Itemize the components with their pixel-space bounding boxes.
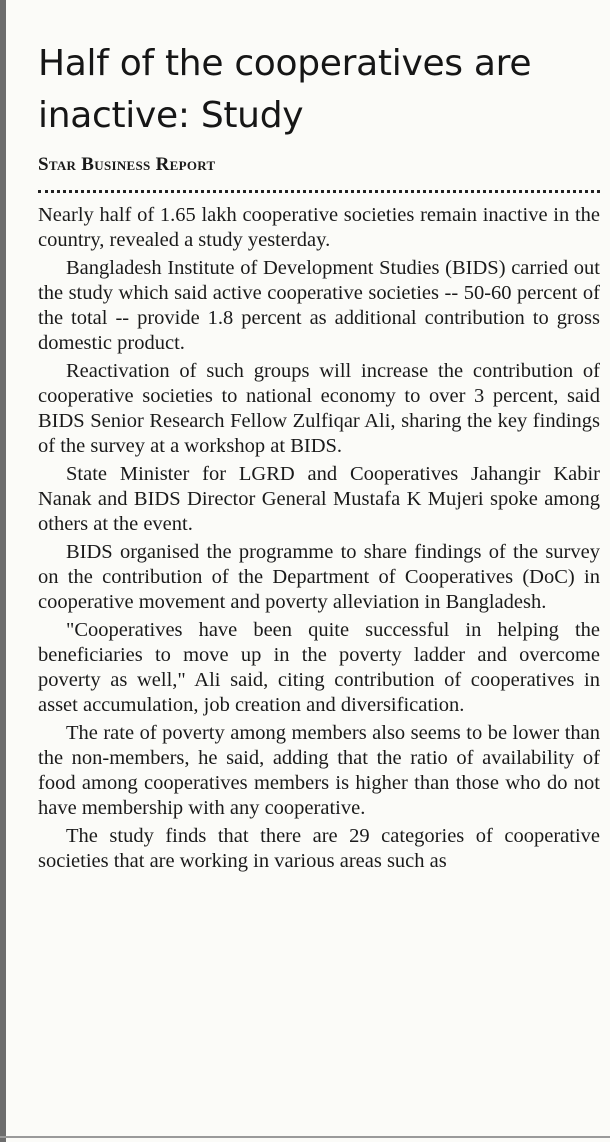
article-paragraph: The rate of poverty among members also seems to be lower than the non-members, he said, adding that the ratio of availability of food among cooperatives members is higher than those who do not have membership with any cooperative. [38, 722, 600, 819]
article-paragraph: Nearly half of 1.65 lakh cooperative societies remain inactive in the country, revealed a study yesterday. [38, 204, 600, 251]
article-paragraph: State Minister for LGRD and Cooperatives Jahangir Kabir Nanak and BIDS Director General Mustafa K Mujeri spoke among others at the event. [38, 463, 600, 535]
column-rule-left [0, 0, 6, 1142]
news-article [38, 38, 600, 874]
article-byline: Star Business Report [38, 154, 216, 175]
article-paragraph: "Cooperatives have been quite successful in helping the beneficiaries to move up in the poverty ladder and overcome poverty as well," Ali said, citing contribution of cooperatives in asset accumulation, job creation and diversification. [38, 619, 600, 716]
dotted-separator [38, 190, 600, 193]
article-body [38, 203, 600, 874]
article-paragraph: Reactivation of such groups will increase the contribution of cooperative societies to national economy to over 3 percent, said BIDS Senior Research Fellow Zulfiqar Ali, sharing the key findings of the survey at a workshop at BIDS. [38, 360, 600, 457]
article-headline: Half of the cooperatives are inactive: Study [38, 43, 532, 136]
page-bottom-rule [0, 1136, 610, 1138]
article-paragraph: Bangladesh Institute of Development Studies (BIDS) carried out the study which said active cooperative societies -- 50-60 percent of the total -- provide 1.8 percent as additional contribution to gross domestic product. [38, 257, 600, 354]
article-paragraph: BIDS organised the programme to share findings of the survey on the contribution of the Department of Cooperatives (DoC) in cooperative movement and poverty alleviation in Bangladesh. [38, 541, 600, 613]
article-paragraph: The study finds that there are 29 categories of cooperative societies that are working in various areas such as [38, 825, 600, 872]
